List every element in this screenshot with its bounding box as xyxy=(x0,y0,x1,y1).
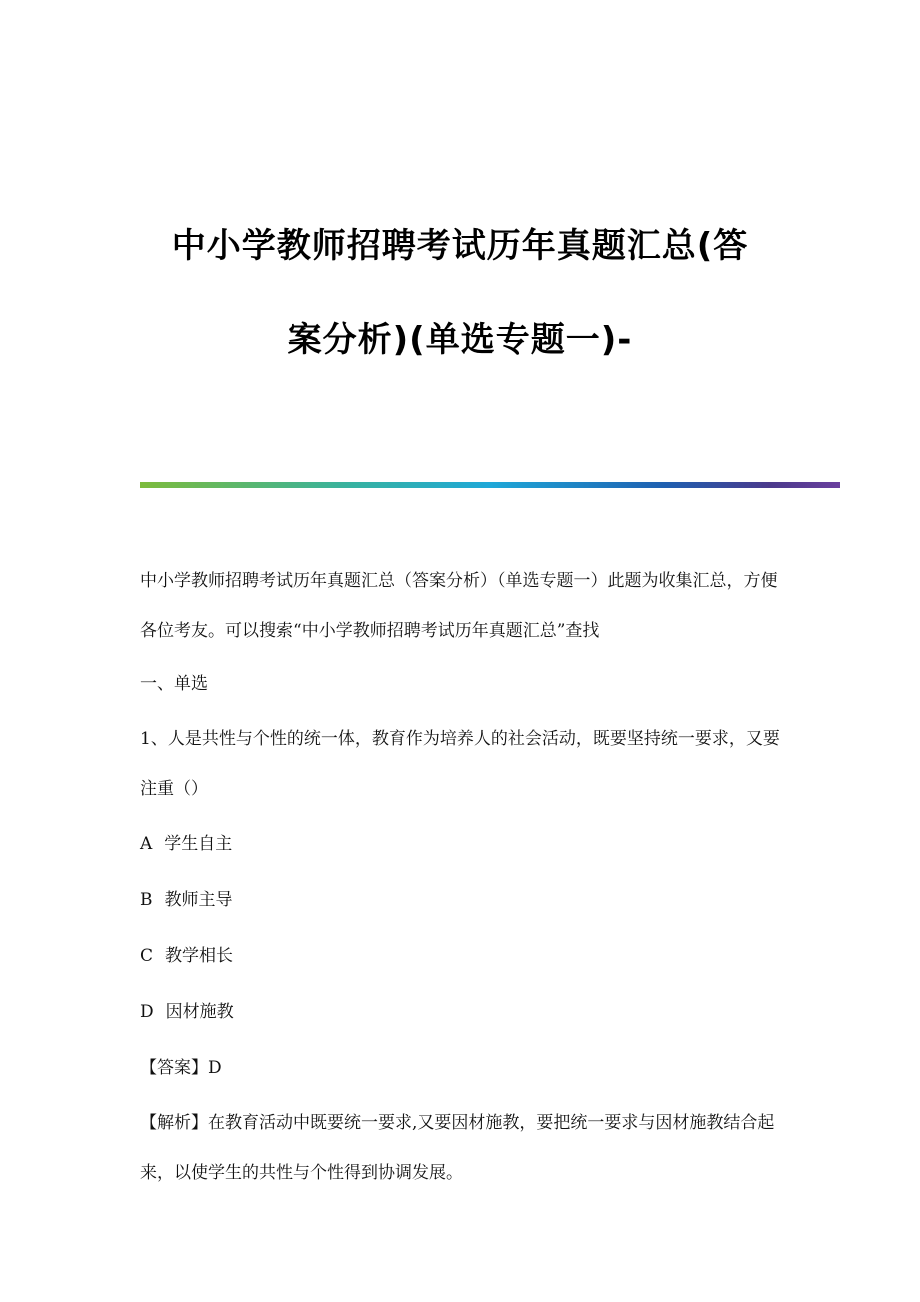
option-letter: A xyxy=(140,834,153,854)
option-d xyxy=(140,987,790,1037)
document-title-line-1: 中小学教师招聘考试历年真题汇总(答 xyxy=(171,226,749,266)
analysis-label: 【解析】 xyxy=(140,1113,208,1133)
gradient-divider xyxy=(140,482,840,488)
option-text: 教学相长 xyxy=(165,946,234,966)
answer-line xyxy=(140,1043,790,1093)
option-a xyxy=(140,819,790,869)
option-letter: D xyxy=(140,1002,154,1022)
option-text: 因材施教 xyxy=(165,1002,234,1022)
answer-value: D xyxy=(208,1058,222,1078)
option-text: 教师主导 xyxy=(164,890,233,910)
answer-label: 【答案】 xyxy=(140,1058,208,1078)
document-title-line-2: 案分析)(单选专题一)- xyxy=(287,320,633,360)
option-c xyxy=(140,931,790,981)
analysis-paragraph xyxy=(140,1098,790,1198)
option-letter: B xyxy=(140,890,153,910)
option-b xyxy=(140,875,790,925)
intro-paragraph: 中小学教师招聘考试历年真题汇总（答案分析）（单选专题一）此题为收集汇总，方便各位考友。可以搜索“中小学教师招聘考试历年真题汇总”查找 xyxy=(140,571,778,641)
question-text: 1、人是共性与个性的统一体，教育作为培养人的社会活动，既要坚持统一要求，又要注重（） xyxy=(140,729,780,799)
section-heading: 一、单选 xyxy=(140,674,208,694)
option-text: 学生自主 xyxy=(164,834,233,854)
analysis-text: 在教育活动中既要统一要求,又要因材施教，要把统一要求与因材施教结合起来，以使学生的共性与个性得到协调发展。 xyxy=(140,1113,775,1183)
option-letter: C xyxy=(140,946,154,966)
